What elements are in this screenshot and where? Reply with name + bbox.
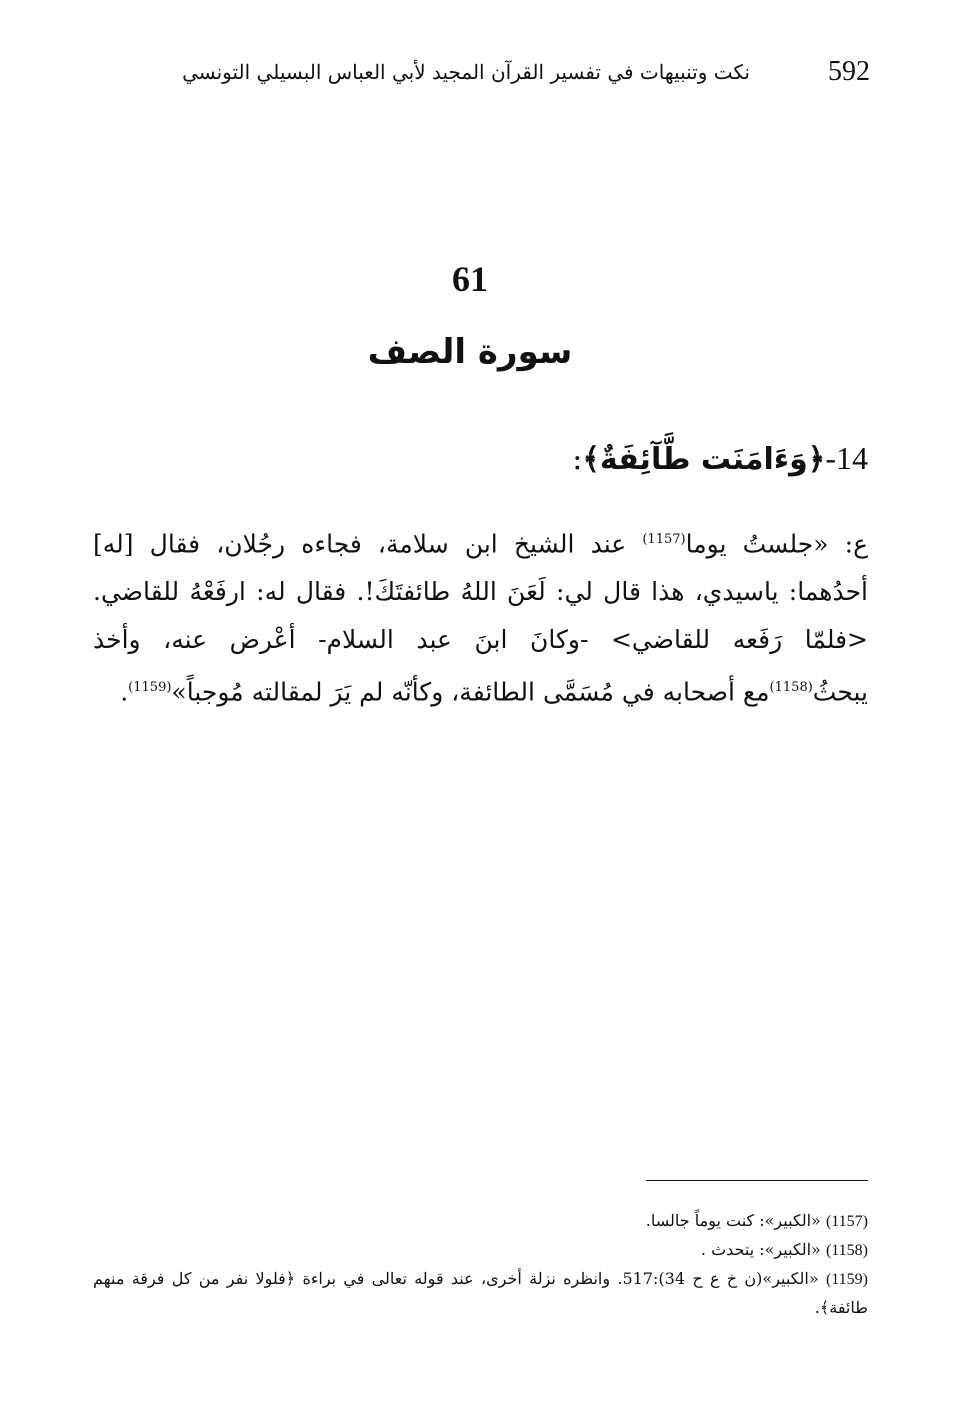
footnote-ref-1159[interactable]: (1159) [128, 680, 172, 696]
footnote-1158 [93, 1236, 868, 1265]
paragraph-end: . [120, 677, 129, 707]
footnote-1157 [93, 1207, 868, 1236]
surah-title: سورة الصف [367, 332, 573, 372]
footnote-ref-1158[interactable]: (1158) [769, 680, 813, 696]
verse-colon: : [572, 442, 583, 477]
paragraph-text-1: ع: «جلستُ يوما [685, 529, 868, 559]
footnote-number: (1158) [825, 1242, 868, 1259]
footnote-ref-1157[interactable]: (1157) [642, 532, 686, 547]
footnote-separator [646, 1180, 868, 1181]
footnote-text: «الكبير»: كنت يوماً جالسا. [645, 1211, 821, 1230]
footnote-number: (1157) [825, 1213, 868, 1230]
verse-quote: ﴿وَءَامَنَت طَّآئِفَةٌ﴾ [582, 442, 826, 477]
paragraph-text-2: عند الشيخ ابن سلامة، فجاءه رجُلان، فقال [له] أحدُهما: ياسيدي، هذا قال لي: لَعَنَ اللهُ طائفتَكَ!. فقال له: ارفَعْهُ للقاضي. <فلمّا رَفَعه للقاضي> -وكانَ ابنَ عبد السلام- أعْرض عنه، وأخذ يبحثُ [93, 529, 868, 707]
verse-number: 14- [825, 440, 868, 476]
footnote-number: (1159) [825, 1271, 868, 1288]
footnote-text: «الكبير»: يتحدث . [700, 1240, 821, 1259]
footnote-text: «الكبير»(ن خ ع ح 34):517. وانظره نزلة أخرى، عند قوله تعالى في براءة ﴿فلولا نفر من كل فرقة منهم طائفة﴾. [93, 1269, 868, 1317]
paragraph-text-3: مع أصحابه في مُسَمَّى الطائفة، وكأنّه لم يَرَ لمقالته مُوجباً» [171, 677, 770, 707]
running-header [182, 52, 870, 102]
chapter-number: 61 [452, 259, 488, 299]
footnote-1159 [93, 1265, 868, 1322]
verse-heading [572, 440, 868, 477]
commentary-paragraph [93, 516, 868, 717]
page-number: 592 [828, 56, 870, 87]
footnotes [93, 1207, 868, 1322]
running-title: نكت وتنبيهات في تفسير القرآن المجيد لأبي العباس البسيلي التونسي [182, 60, 750, 84]
